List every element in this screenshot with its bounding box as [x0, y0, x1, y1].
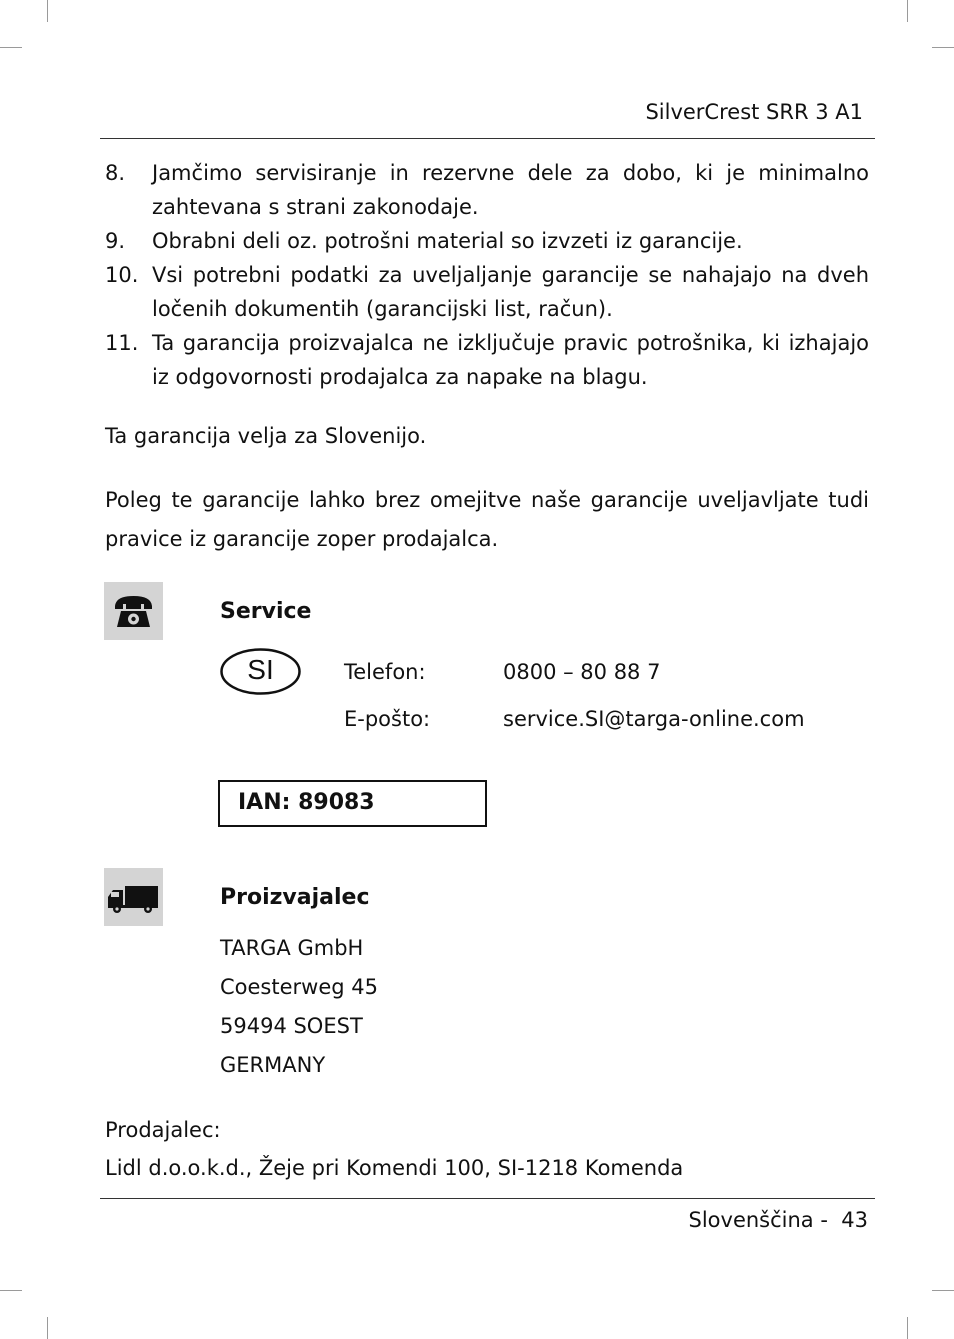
manufacturer-country: GERMANY — [220, 1053, 326, 1077]
country-code: SI — [247, 654, 274, 685]
manufacturer-street: Coesterweg 45 — [220, 975, 378, 999]
email-address: service.SI@targa-online.com — [503, 707, 805, 731]
page-header-title: SilverCrest SRR 3 A1 — [645, 100, 863, 124]
seller-label: Prodajalec: — [105, 1118, 221, 1142]
list-item — [105, 326, 869, 394]
list-item — [105, 224, 869, 258]
list-item-number: 8. — [105, 161, 126, 185]
telephone-icon — [104, 582, 163, 640]
list-item-text: Obrabni deli oz. potrošni material so izvzeti iz garancije. — [152, 229, 743, 253]
list-item-number: 9. — [105, 229, 126, 253]
crop-mark — [47, 0, 48, 22]
list-item-text: Jamčimo servisiranje in rezervne dele za dobo, ki je minimalno zahtevana s strani zakonodaje. — [152, 161, 869, 219]
warranty-list — [105, 156, 869, 394]
manufacturer-city: 59494 SOEST — [220, 1014, 363, 1038]
country-badge — [220, 648, 301, 695]
phone-label: Telefon: — [344, 660, 426, 684]
manufacturer-name: TARGA GmbH — [220, 936, 364, 960]
list-item — [105, 156, 869, 224]
seller-address: Lidl d.o.o.k.d., Žeje pri Komendi 100, SI-1218 Komenda — [105, 1156, 684, 1180]
crop-mark — [0, 47, 22, 48]
list-item-text: Ta garancija proizvajalca ne izključuje pravic potrošnika, ki izhajajo iz odgovornosti prodajalca za napake na blagu. — [152, 331, 869, 389]
service-heading: Service — [220, 599, 312, 624]
manufacturer-heading: Proizvajalec — [220, 885, 370, 910]
phone-number: 0800 – 80 88 7 — [503, 660, 661, 684]
crop-mark — [932, 1290, 954, 1291]
truck-icon — [104, 868, 163, 926]
list-item-text: Vsi potrebni podatki za uveljaljanje garancije se nahajajo na dveh ločenih dokumentih (garancijski list, račun). — [152, 263, 869, 321]
ian-box — [218, 780, 487, 827]
validity-paragraph: Ta garancija velja za Slovenijo. — [105, 424, 427, 448]
email-label: E-pošto: — [344, 707, 431, 731]
list-item-number: 10. — [105, 263, 139, 287]
rights-paragraph: Poleg te garancije lahko brez omejitve naše garancije uveljavljate tudi pravice iz garancije zoper prodajalca. — [105, 488, 869, 551]
crop-mark — [907, 1317, 908, 1339]
ian-number: IAN: 89083 — [238, 790, 375, 815]
list-item — [105, 258, 869, 326]
list-item-number: 11. — [105, 331, 139, 355]
crop-mark — [932, 47, 954, 48]
crop-mark — [0, 1290, 22, 1291]
header-rule — [100, 138, 875, 139]
footer-rule — [100, 1198, 875, 1199]
page-footer: Slovenščina - 43 — [688, 1208, 868, 1232]
crop-mark — [907, 0, 908, 22]
crop-mark — [47, 1317, 48, 1339]
